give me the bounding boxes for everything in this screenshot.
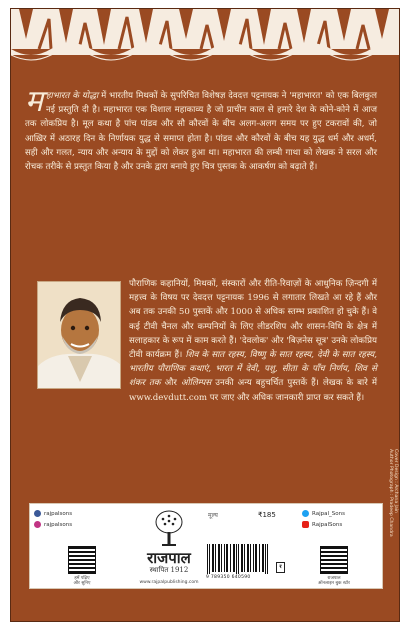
mini-publisher-logo: र [276, 562, 285, 573]
author-bio-text: पौराणिक कहानियों, मिथकों, संस्कारों और रीति-रिवाज़ों के आधुनिक ज़िन्दगी में महत्त्व के विषय पर देवदत्त पट्टनायक 1996 से लगातार लिखते आ रहे हैं और अब तक उनकी 50 पुस्तकें और 1000 से अधिक स्तम्भ प्रकाशित हो चुके हैं। वे कई टीवी चैनल और कम्पनियों के लिए लीडरशिप और शासन-विधि के क्षेत्र में सलाहकार के रूप में काम करते हैं। 'देवलोक' और 'बिज़नेस सूत्र' उनके लोकप्रिय टीवी कार्यक्रम हैं। [129, 279, 377, 361]
author-book-last: ओलिम्पस [180, 378, 212, 389]
instagram-link[interactable] [34, 521, 72, 528]
author-books-and: और [160, 378, 181, 389]
publisher-logo-text: राजपाल [147, 549, 191, 567]
isbn-barcode [206, 544, 268, 574]
author-bio-tail: उनकी अन्य बहुचर्चित पुस्तकें हैं। लेखक के बारे में www.devdutt.com पर जाए और अधिक जानकारी प्राप्त कर सकते हैं। [129, 378, 377, 403]
dropcap: म [25, 84, 43, 119]
cover-credit: Cover Design : Archana Jain Author Photograph : Pradeep Chandra [388, 449, 398, 537]
isbn-number: 9 789350 640590 [206, 575, 251, 580]
instagram-handle: rajpalsons [44, 521, 73, 528]
youtube-link[interactable] [302, 521, 342, 528]
qr-code-right [320, 546, 348, 574]
youtube-handle: RajpalSons [312, 521, 343, 528]
instagram-icon [34, 521, 41, 528]
author-books-list: शिव के सात रहस्य, विष्णु के सात रहस्य, देवी के सात रहस्य, भारतीय पौराणिक कथाएं, भारत में देवी, पशु, सीता के पाँच निर्णय, शिव से शंकर तक [129, 350, 377, 389]
description-text: में भारतीय मिथकों के सुपरिचित विशेषज्ञ देवदत्त पट्टनायक ने 'महाभारत' को एक बिलकुल नई प्रस्तुति दी है। महाभारत एक विशाल महाकाव्य है जो प्राचीन काल से हमारे देश के कोने-कोने में आज तक लोकप्रिय है। मूल कथा है पांच पांडव और सौ कौरवों के बीच अलग-अलग समय पर हुए टकरावों की, जो आख़िर में अठारह दिन के निर्णायक युद्ध से समाप्त होता है। पांडव और कौरवों के बीच यह युद्ध धर्म और अधर्म, सही और गलत, न्याय और अन्याय के मुद्दों को लेकर हुआ था। महाभारत की लम्बी गाथा को लेखक ने सरल और रोचक तरीके से प्रस्तुत किया है और उनके द्वारा बनाये हुए चित्र पुस्तक के आकर्षण को बढ़ाते हैं। [25, 91, 377, 173]
book-description [25, 84, 377, 174]
book-title-inline: हाभारत के योद्धा [45, 91, 99, 101]
decorative-border-pattern [11, 9, 400, 69]
qr-code-left [68, 546, 96, 574]
qr-left-caption: हमें पढ़िए और सुनिए [73, 576, 91, 586]
publisher-website[interactable]: www.rajpalpublishing.com [139, 580, 199, 585]
facebook-icon [34, 510, 41, 517]
qr-right-caption: राजपाल ऑनलाइन बुक स्टोर [318, 576, 350, 586]
price: ₹185 [258, 511, 276, 519]
facebook-handle: rajpalsons [44, 510, 73, 517]
price-label: मूल्य [208, 512, 218, 519]
facebook-link[interactable] [34, 510, 72, 517]
tree-logo-icon [154, 510, 184, 548]
publisher-footer [29, 503, 383, 589]
twitter-link[interactable] [302, 510, 345, 517]
publisher-established: स्थापित 1912 [149, 566, 189, 574]
twitter-icon [302, 510, 309, 517]
youtube-icon [302, 521, 309, 528]
author-bio [27, 277, 377, 405]
book-back-cover [10, 8, 400, 622]
twitter-handle: Rajpal_Sons [312, 510, 345, 517]
